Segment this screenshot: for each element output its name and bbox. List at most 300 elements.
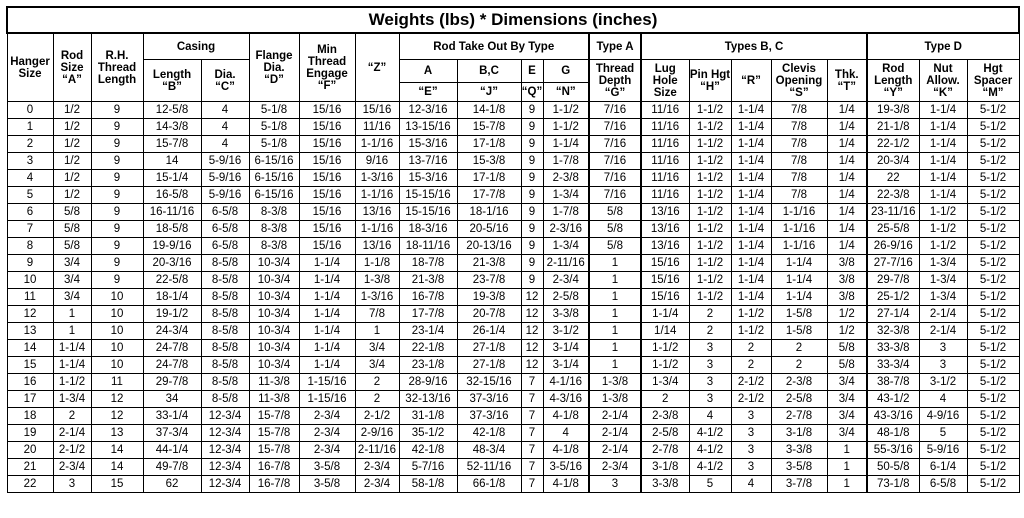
table-cell: 8-5/8 [201,340,249,357]
table-cell: 2-3/8 [771,374,827,391]
table-cell: 28-9/16 [399,374,457,391]
table-cell: 1/4 [827,170,867,187]
table-cell: 5-1/2 [967,272,1019,289]
table-cell: 9 [91,255,143,272]
table-cell: 5-9/16 [201,170,249,187]
table-cell: 5-1/2 [967,289,1019,306]
table-cell: 2-3/4 [299,442,355,459]
table-cell: 3 [731,408,771,425]
table-cell: 4-1/2 [689,442,731,459]
table-cell: 2-7/8 [771,408,827,425]
table-cell: 1-15/16 [299,391,355,408]
table-cell: 27-1/8 [457,357,521,374]
table-cell: 16-7/8 [249,476,299,493]
table-cell: 3-5/8 [771,459,827,476]
table-cell: 2-3/4 [299,425,355,442]
header-rto-e-sub: “Q” [521,83,543,102]
header-rto-g: G [543,60,589,83]
table-cell: 1/4 [827,119,867,136]
table-cell: 3/8 [827,272,867,289]
table-cell: 3/4 [827,374,867,391]
table-cell: 1-1/4 [299,289,355,306]
table-cell: 1-3/8 [355,272,399,289]
table-cell: 1/2 [53,170,91,187]
table-cell: 3 [53,476,91,493]
table-cell: 1/2 [827,323,867,340]
header-rod-length: Rod Length “Y” [867,60,919,102]
header-lug-hole-size: Lug Hole Size [641,60,689,102]
table-cell: 1-1/2 [731,306,771,323]
table-cell: 2 [689,306,731,323]
table-cell: 0 [7,102,53,119]
table-cell: 9 [521,204,543,221]
table-cell: 12-3/4 [201,459,249,476]
table-cell: 12 [91,408,143,425]
table-cell: 18-1/4 [143,289,201,306]
table-row [7,289,1019,306]
table-cell: 15-7/8 [249,408,299,425]
header-casing-length: Length “B” [143,60,201,102]
table-cell: 7/8 [771,170,827,187]
table-cell: 23-1/8 [399,357,457,374]
table-cell: 5-1/2 [967,136,1019,153]
table-cell: 1-1/2 [689,255,731,272]
header-rod-size: Rod Size “A” [53,33,91,102]
table-cell: 17-1/8 [457,136,521,153]
table-cell: 4 [201,136,249,153]
table-cell: 9 [91,272,143,289]
table-cell: 9 [521,153,543,170]
table-body [7,102,1019,493]
table-cell: 5-1/2 [967,102,1019,119]
header-thk: Thk. “T” [827,60,867,102]
table-cell: 1-1/2 [53,374,91,391]
table-cell: 5/8 [53,238,91,255]
table-cell: 16-7/8 [399,289,457,306]
table-cell: 12-3/4 [201,408,249,425]
table-cell: 8-3/8 [249,238,299,255]
table-cell: 1-1/2 [689,119,731,136]
table-cell: 1-1/4 [731,102,771,119]
table-cell: 1-3/8 [589,391,641,408]
table-cell: 1-1/4 [731,289,771,306]
table-cell: 5-1/2 [967,306,1019,323]
table-cell: 7/8 [771,102,827,119]
table-cell: 18-1/16 [457,204,521,221]
table-cell: 8-5/8 [201,374,249,391]
table-cell: 10 [91,357,143,374]
table-cell: 66-1/8 [457,476,521,493]
table-cell: 5-1/2 [967,204,1019,221]
table-cell: 26-9/16 [867,238,919,255]
table-cell: 5/8 [827,340,867,357]
table-cell: 1-1/4 [919,119,967,136]
table-cell: 15-3/16 [399,170,457,187]
table-cell: 3 [731,442,771,459]
header-flange-dia: Flange Dia. “D” [249,33,299,102]
table-cell: 4 [201,119,249,136]
table-cell: 9 [91,136,143,153]
table-cell: 7 [521,374,543,391]
table-cell: 10-3/4 [249,323,299,340]
table-cell: 5-1/2 [967,459,1019,476]
header-hanger-size: Hanger Size [7,33,53,102]
table-cell: 2 [731,357,771,374]
table-row [7,323,1019,340]
table-cell: 1 [589,323,641,340]
table-cell: 3-1/4 [543,357,589,374]
table-cell: 10 [91,340,143,357]
table-cell: 9 [91,102,143,119]
table-cell: 1-1/4 [299,255,355,272]
table-cell: 8-5/8 [201,357,249,374]
table-cell: 1-1/2 [689,238,731,255]
table-row [7,306,1019,323]
table-cell: 52-11/16 [457,459,521,476]
header-rto-bc-sub: “J” [457,83,521,102]
table-cell: 1-1/2 [689,187,731,204]
header-type-d: Type D [867,33,1019,60]
table-cell: 33-3/4 [867,357,919,374]
header-rod-take-out: Rod Take Out By Type [399,33,589,60]
table-row [7,408,1019,425]
table-cell: 15-7/8 [143,136,201,153]
table-cell: 1-1/4 [731,187,771,204]
table-row [7,476,1019,493]
table-cell: 44-1/4 [143,442,201,459]
table-cell: 1/2 [53,153,91,170]
table-cell: 1 [355,323,399,340]
table-cell: 1/4 [827,136,867,153]
table-row [7,238,1019,255]
table-cell: 9 [91,119,143,136]
table-cell: 11 [91,374,143,391]
table-cell: 3/8 [827,289,867,306]
table-cell: 26-1/4 [457,323,521,340]
table-cell: 11/16 [641,153,689,170]
table-cell: 17-7/8 [399,306,457,323]
table-cell: 15-3/16 [399,136,457,153]
table-cell: 19-3/8 [867,102,919,119]
table-cell: 15-1/4 [143,170,201,187]
table-cell: 10 [91,323,143,340]
table-cell: 1-1/2 [689,170,731,187]
table-cell: 9 [91,170,143,187]
header-min-thread-engage: Min Thread Engage “F” [299,33,355,102]
table-cell: 17-1/8 [457,170,521,187]
table-cell: 12-3/4 [201,425,249,442]
table-cell: 7/8 [771,153,827,170]
table-cell: 11 [7,289,53,306]
table-cell: 4-3/16 [543,391,589,408]
table-cell: 1-1/2 [919,204,967,221]
table-cell: 43-3/16 [867,408,919,425]
table-cell: 1-3/4 [919,255,967,272]
table-cell: 7 [7,221,53,238]
table-cell: 9 [521,136,543,153]
table-cell: 2-3/4 [589,459,641,476]
table-cell: 5-1/2 [967,119,1019,136]
table-cell: 15-7/8 [249,425,299,442]
table-cell: 15-7/8 [457,119,521,136]
table-cell: 6 [7,204,53,221]
table-cell: 15/16 [641,255,689,272]
table-cell: 18-11/16 [399,238,457,255]
table-cell: 15/16 [299,238,355,255]
table-cell: 7/16 [589,187,641,204]
table-cell: 2-3/4 [355,459,399,476]
table-cell: 1-1/4 [641,306,689,323]
table-cell: 1-1/4 [299,357,355,374]
table-cell: 3/4 [827,425,867,442]
table-cell: 9 [521,102,543,119]
table-cell: 5-1/2 [967,357,1019,374]
table-cell: 2-1/2 [355,408,399,425]
table-cell: 27-1/4 [867,306,919,323]
table-cell: 2 [771,340,827,357]
table-cell: 18-5/8 [143,221,201,238]
weights-dimensions-sheet [6,6,1018,493]
table-cell: 14 [91,459,143,476]
table-cell: 15 [7,357,53,374]
header-rto-bc: B,C [457,60,521,83]
table-cell: 1-1/4 [299,340,355,357]
table-cell: 9 [521,272,543,289]
table-cell: 9 [521,221,543,238]
table-cell: 27-7/16 [867,255,919,272]
table-cell: 14-3/8 [143,119,201,136]
table-cell: 1-1/4 [299,323,355,340]
header-rh-thread-length: R.H. Thread Length [91,33,143,102]
table-cell: 1-7/8 [543,153,589,170]
table-cell: 3 [689,374,731,391]
table-row [7,204,1019,221]
table-cell: 5-9/16 [919,442,967,459]
table-cell: 5-1/2 [967,238,1019,255]
table-cell: 1 [53,306,91,323]
table-cell: 13/16 [641,221,689,238]
table-cell: 22-1/2 [867,136,919,153]
table-cell: 1-3/16 [355,289,399,306]
table-cell: 3/4 [53,272,91,289]
table-cell: 5-1/2 [967,187,1019,204]
table-cell: 7/16 [589,136,641,153]
table-cell: 6-15/16 [249,170,299,187]
table-cell: 7/16 [589,102,641,119]
table-cell: 10-3/4 [249,306,299,323]
table-cell: 32-15/16 [457,374,521,391]
table-cell: 7/8 [771,136,827,153]
table-row [7,221,1019,238]
table-cell: 1 [589,255,641,272]
table-cell: 16 [7,374,53,391]
table-row [7,102,1019,119]
table-cell: 4 [689,408,731,425]
table-cell: 1/14 [641,323,689,340]
table-row [7,272,1019,289]
table-cell: 3 [731,425,771,442]
table-cell: 1-3/4 [543,238,589,255]
table-cell: 21-1/8 [867,119,919,136]
table-row [7,357,1019,374]
table-cell: 3 [7,153,53,170]
table-cell: 13 [91,425,143,442]
table-cell: 15-3/8 [457,153,521,170]
table-cell: 14 [7,340,53,357]
table-row [7,136,1019,153]
table-cell: 12 [7,306,53,323]
table-row [7,425,1019,442]
table-cell: 1/2 [53,187,91,204]
table-cell: 2-3/8 [543,170,589,187]
table-cell: 4-1/8 [543,408,589,425]
table-cell: 1-1/2 [689,221,731,238]
table-cell: 10 [91,289,143,306]
table-cell: 19-9/16 [143,238,201,255]
table-cell: 9 [521,187,543,204]
table-cell: 5/8 [589,204,641,221]
table-cell: 1-1/4 [731,255,771,272]
table-cell: 1-1/4 [53,340,91,357]
table-cell: 1/2 [53,119,91,136]
header-rto-a-sub: “E” [399,83,457,102]
table-cell: 4 [919,391,967,408]
table-row [7,340,1019,357]
table-cell: 7 [521,391,543,408]
table-cell: 2-11/16 [543,255,589,272]
table-cell: 17-7/8 [457,187,521,204]
table-cell: 3-3/8 [641,476,689,493]
table-cell: 1 [827,459,867,476]
table-cell: 1/4 [827,187,867,204]
table-cell: 5-1/2 [967,255,1019,272]
table-cell: 43-1/2 [867,391,919,408]
table-cell: 35-1/2 [399,425,457,442]
table-cell: 3/8 [827,255,867,272]
table-cell: 14-1/8 [457,102,521,119]
table-cell: 8-3/8 [249,204,299,221]
table-cell: 24-3/4 [143,323,201,340]
table-cell: 48-1/8 [867,425,919,442]
table-cell: 18-7/8 [399,255,457,272]
table-cell: 5-9/16 [201,153,249,170]
table-cell: 62 [143,476,201,493]
table-cell: 2 [53,408,91,425]
table-cell: 1 [589,357,641,374]
table-cell: 7/16 [589,153,641,170]
table-cell: 16-7/8 [249,459,299,476]
table-cell: 3 [589,476,641,493]
table-cell: 19 [7,425,53,442]
table-cell: 73-1/8 [867,476,919,493]
table-cell: 33-1/4 [143,408,201,425]
table-cell: 5-1/2 [967,374,1019,391]
table-cell: 2-3/4 [53,459,91,476]
table-cell: 21-3/8 [399,272,457,289]
table-cell: 2-5/8 [641,425,689,442]
table-cell: 12-3/16 [399,102,457,119]
table-cell: 3-5/16 [543,459,589,476]
table-cell: 10-3/4 [249,340,299,357]
table-cell: 1-3/8 [589,374,641,391]
header-rto-e: E [521,60,543,83]
table-cell: 1 [53,323,91,340]
table-cell: 4-1/8 [543,476,589,493]
table-cell: 23-11/16 [867,204,919,221]
table-cell: 25-1/2 [867,289,919,306]
table-cell: 3-1/8 [771,425,827,442]
table-cell: 10-3/4 [249,289,299,306]
table-cell: 15/16 [299,187,355,204]
table-cell: 37-3/16 [457,391,521,408]
table-cell: 37-3/16 [457,408,521,425]
table-cell: 1-1/4 [53,357,91,374]
table-cell: 4 [731,476,771,493]
table-cell: 2-1/4 [53,425,91,442]
table-cell: 1-1/4 [919,136,967,153]
table-cell: 23-1/4 [399,323,457,340]
table-cell: 8 [7,238,53,255]
table-cell: 12 [521,306,543,323]
table-cell: 7/8 [771,119,827,136]
table-cell: 1-3/4 [641,374,689,391]
table-cell: 5 [919,425,967,442]
table-cell: 1-1/2 [689,102,731,119]
table-cell: 1-3/4 [53,391,91,408]
table-cell: 9 [91,187,143,204]
table-cell: 1-1/4 [731,153,771,170]
table-cell: 22 [867,170,919,187]
table-cell: 13/16 [355,204,399,221]
table-row [7,170,1019,187]
table-cell: 1-1/4 [299,306,355,323]
table-cell: 3/4 [355,340,399,357]
table-cell: 24-7/8 [143,357,201,374]
header-casing-dia: Dia. “C” [201,60,249,102]
table-cell: 2-1/4 [589,425,641,442]
table-cell: 1-1/4 [731,221,771,238]
table-cell: 15/16 [299,102,355,119]
table-cell: 5-1/2 [967,442,1019,459]
table-cell: 2 [689,323,731,340]
table-cell: 9 [521,170,543,187]
table-cell: 2-1/4 [589,442,641,459]
table-row [7,459,1019,476]
table-cell: 3 [919,340,967,357]
table-cell: 1/4 [827,221,867,238]
table-cell: 12 [521,323,543,340]
table-cell: 2 [731,340,771,357]
table-cell: 11/16 [641,170,689,187]
table-cell: 2-11/16 [355,442,399,459]
table-cell: 15/16 [299,136,355,153]
table-cell: 1/2 [53,136,91,153]
table-cell: 1-1/4 [731,170,771,187]
table-cell: 55-3/16 [867,442,919,459]
table-cell: 2-5/8 [771,391,827,408]
table-cell: 9 [521,119,543,136]
table-cell: 1-1/4 [919,170,967,187]
table-cell: 50-5/8 [867,459,919,476]
table-cell: 8-3/8 [249,221,299,238]
table-cell: 9 [521,238,543,255]
table-row [7,391,1019,408]
table-cell: 1/4 [827,238,867,255]
table-row [7,374,1019,391]
table-cell: 2-3/16 [543,221,589,238]
table-cell: 1-1/4 [919,102,967,119]
table-cell: 15/16 [299,204,355,221]
